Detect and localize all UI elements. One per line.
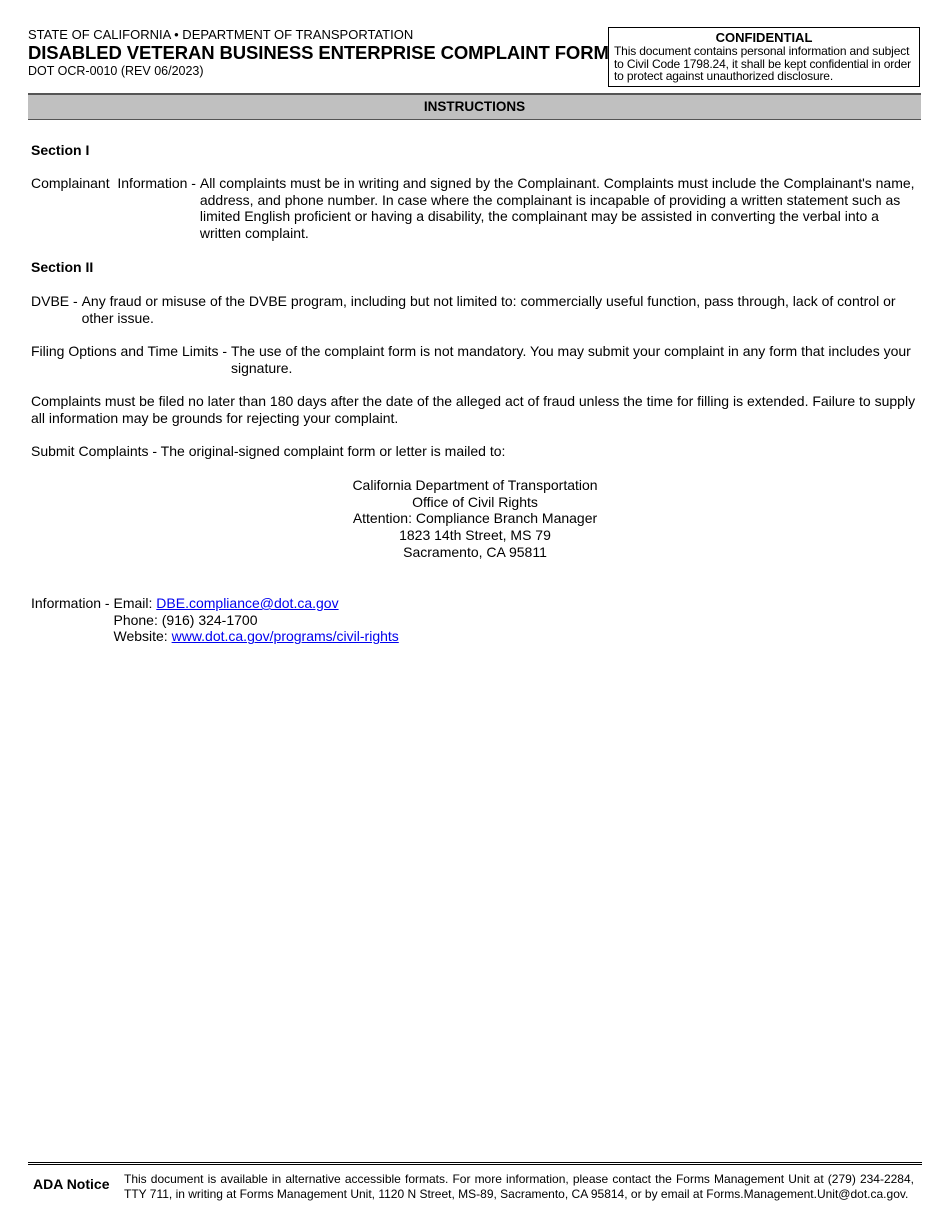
information-label: Information - (31, 595, 114, 611)
form-number: DOT OCR-0010 (REV 06/2023) (28, 64, 204, 78)
submit-complaints-paragraph: Submit Complaints - The original-signed complaint form or letter is mailed to: (31, 443, 506, 459)
dvbe-text: Any fraud or misuse of the DVBE program, including but not limited to: commercially useful function, pass through, lack of control or other issue. (81, 293, 896, 326)
ada-notice-line-1: This document is available in alternative accessible formats. For more information, please contact the Forms Management Unit at (279) 234-2284, (124, 1172, 914, 1186)
complainant-info-paragraph (31, 175, 916, 242)
footer-divider (28, 1162, 922, 1165)
form-title: DISABLED VETERAN BUSINESS ENTERPRISE COMPLAINT FORM (28, 42, 609, 63)
section-2-heading: Section II (31, 259, 94, 275)
email-label: Email: (113, 595, 157, 611)
address-line-2: Office of Civil Rights (412, 493, 538, 510)
confidential-title: CONFIDENTIAL (715, 30, 813, 45)
information-block (31, 595, 916, 645)
dvbe-paragraph (31, 293, 916, 326)
address-line-5: Sacramento, CA 95811 (403, 543, 547, 560)
dvbe-label: DVBE - (31, 293, 82, 309)
ada-notice-label: ADA Notice (33, 1176, 110, 1192)
address-line-1: California Department of Transportation (352, 477, 598, 493)
email-link[interactable]: DBE.compliance@dot.ca.gov (156, 595, 339, 611)
complainant-info-text: All complaints must be in writing and signed by the Complainant. Complaints must include the Complainant's name, address, and phone number. In case where the complainant is incapable of providing a written statement such as limited English proficient or having a disability, the complainant may be assisted in converting the verbal into a written complaint. (199, 175, 915, 242)
ada-notice-line-2: TTY 711, in writing at Forms Management Unit, 1120 N Street, MS-89, Sacramento, CA 95814, or by email at Forms.Management.Unit@dot.ca.gov. (124, 1187, 909, 1201)
filing-options-paragraph (31, 343, 916, 376)
agency-line: STATE OF CALIFORNIA • DEPARTMENT OF TRANSPORTATION (28, 27, 414, 42)
time-limit-paragraph: Complaints must be filed no later than 180 days after the date of the alleged act of fraud unless the time for filling is extended. Failure to supply all information may be grounds for rejecting your complaint. (31, 393, 916, 426)
filing-options-text: The use of the complaint form is not mandatory. You may submit your complaint in any form that includes your signature. (230, 343, 911, 376)
instructions-heading: INSTRUCTIONS (28, 93, 921, 120)
complainant-info-label: Complainant Information - (31, 175, 200, 191)
website-label: Website: (113, 628, 172, 645)
mailing-address (0, 477, 950, 561)
filing-options-label: Filing Options and Time Limits - (31, 343, 231, 359)
website-link[interactable]: www.dot.ca.gov/programs/civil-rights (171, 628, 399, 645)
address-line-4: 1823 14th Street, MS 79 (399, 527, 551, 544)
confidential-text: This document contains personal information and subject to Civil Code 1798.24, it shall be kept confidential in order to protect against unauthorized disclosure. (614, 44, 912, 83)
confidential-box (608, 27, 920, 87)
section-1-heading: Section I (31, 142, 90, 158)
address-line-3: Attention: Compliance Branch Manager (352, 510, 598, 527)
phone-text: Phone: (916) 324-1700 (113, 611, 258, 628)
